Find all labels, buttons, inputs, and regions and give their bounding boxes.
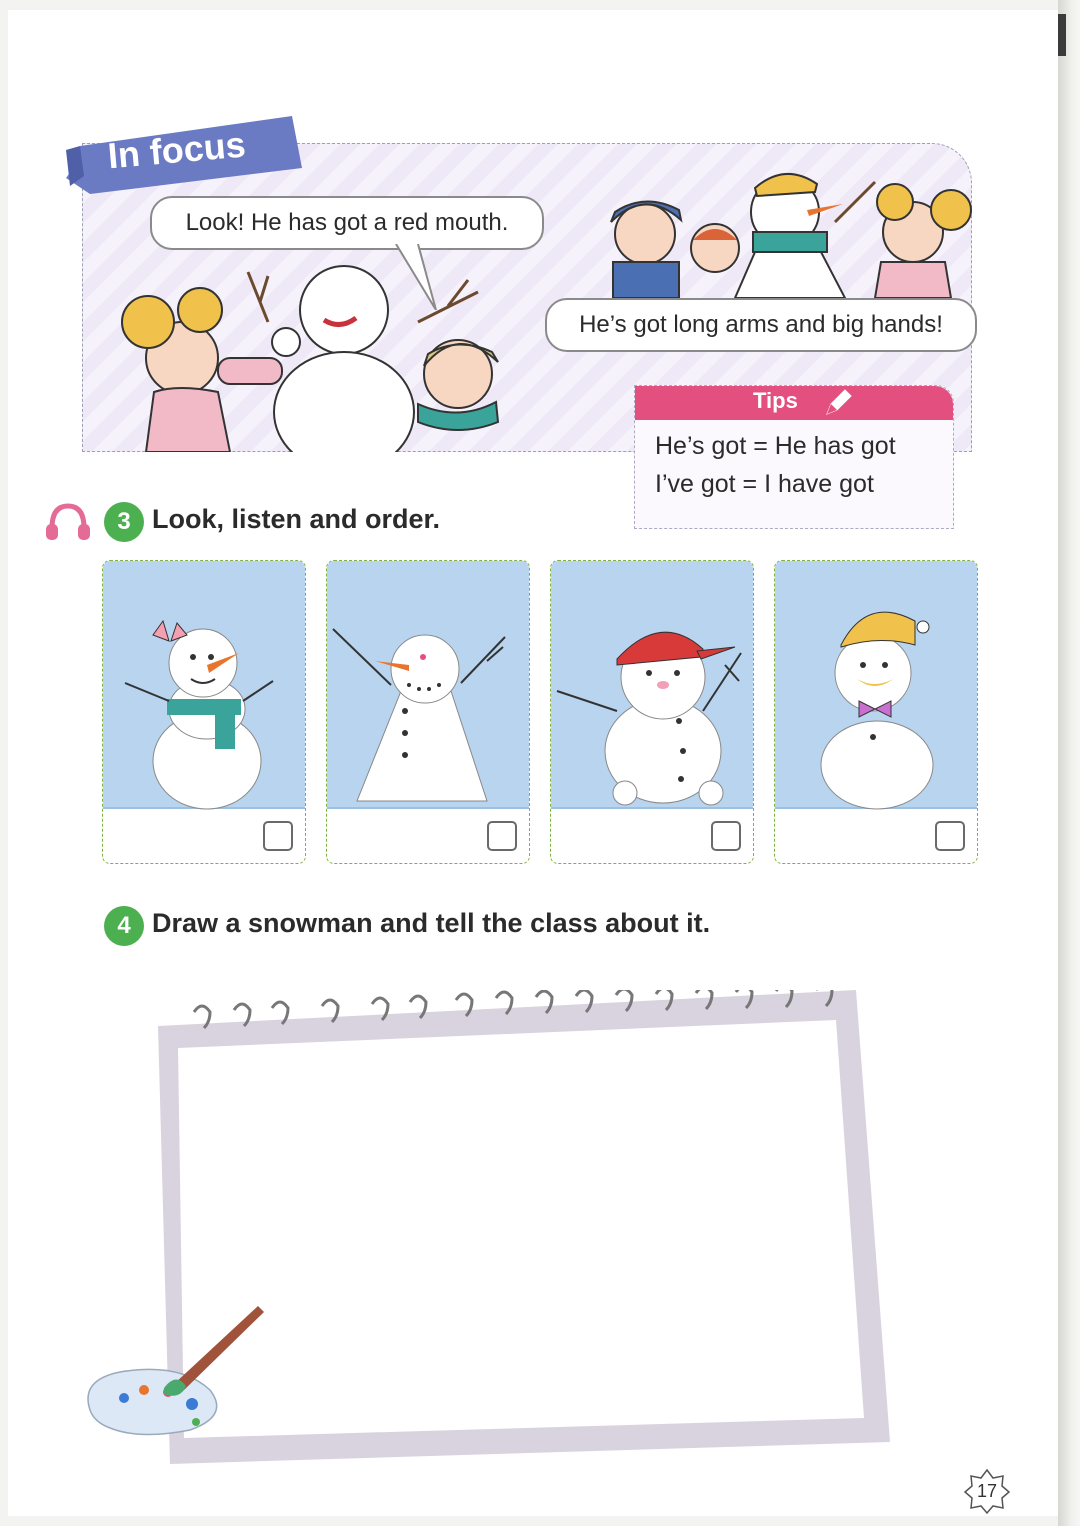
snowman-bow-scarf-image bbox=[103, 561, 305, 811]
girl-building-snowman-illustration bbox=[118, 262, 528, 452]
snowman-card-1 bbox=[102, 560, 306, 864]
snowman-red-cap-image bbox=[551, 561, 753, 811]
snowman-arms-up-image bbox=[327, 561, 529, 811]
tips-line: He’s got = He has got bbox=[655, 432, 896, 460]
activity-number-badge: 4 bbox=[104, 906, 144, 946]
in-focus-title: In focus bbox=[106, 123, 248, 177]
order-checkbox-1[interactable] bbox=[263, 821, 293, 851]
activity-number-badge: 3 bbox=[104, 502, 144, 542]
pencil-icon bbox=[823, 388, 853, 418]
snowman-card-4 bbox=[774, 560, 978, 864]
page-number bbox=[962, 1466, 1012, 1516]
page-edge bbox=[1058, 0, 1080, 1526]
tips-label: Tips bbox=[753, 388, 798, 413]
speech-bubble-red-mouth: Look! He has got a red mouth. bbox=[150, 196, 544, 250]
activity-4-instruction: Draw a snowman and tell the class about it. bbox=[152, 908, 711, 938]
speech-bubble-tail bbox=[392, 244, 442, 310]
tips-line: I’ve got = I have got bbox=[655, 470, 874, 498]
tips-box bbox=[634, 385, 954, 529]
snowman-yellow-hat-image bbox=[775, 561, 977, 811]
snowman-card-2 bbox=[326, 560, 530, 864]
kids-with-snowman-illustration bbox=[595, 162, 985, 298]
tips-header bbox=[635, 386, 953, 420]
activity-3-instruction: Look, listen and order. bbox=[152, 504, 441, 534]
snowman-card-3 bbox=[550, 560, 754, 864]
page-number-label: 17 bbox=[976, 1480, 998, 1501]
order-checkbox-3[interactable] bbox=[711, 821, 741, 851]
headphones-icon bbox=[44, 502, 92, 542]
binding-mark bbox=[1058, 14, 1066, 56]
paint-palette-icon bbox=[80, 1300, 270, 1440]
order-checkbox-4[interactable] bbox=[935, 821, 965, 851]
order-checkbox-2[interactable] bbox=[487, 821, 517, 851]
speech-bubble-long-arms: He’s got long arms and big hands! bbox=[545, 298, 977, 352]
